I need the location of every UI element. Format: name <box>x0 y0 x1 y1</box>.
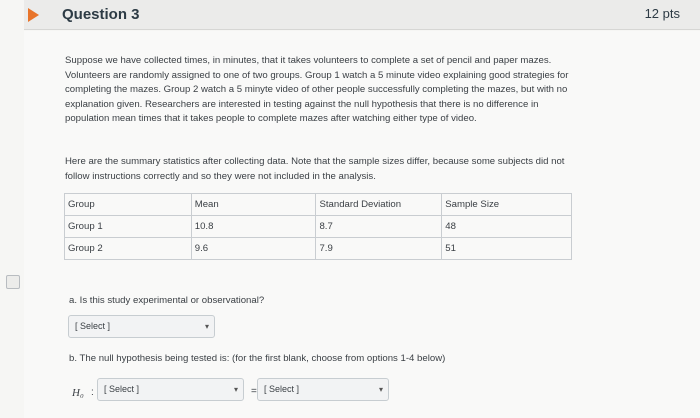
table-header-cell: Standard Deviation <box>316 194 442 216</box>
table-header-cell: Mean <box>191 194 316 216</box>
table-cell: 8.7 <box>316 216 442 238</box>
table-cell: 48 <box>442 216 572 238</box>
part-b-prompt: b. The null hypothesis being tested is: (for the first blank, choose from options 1-4 below) <box>69 353 446 364</box>
table-header-row <box>65 194 572 216</box>
chevron-down-icon: ▾ <box>378 385 383 394</box>
question-header <box>24 0 700 30</box>
table-cell: 10.8 <box>191 216 316 238</box>
table-cell: Group 1 <box>65 216 192 238</box>
question-title: Question 3 <box>62 6 140 23</box>
table-header-cell: Sample Size <box>442 194 572 216</box>
chevron-down-icon: ▾ <box>204 322 209 331</box>
flag-question-box[interactable] <box>6 275 20 289</box>
null-hypothesis-label: H₀ <box>72 387 84 399</box>
equals-sign: = <box>251 386 257 397</box>
select-value: [ Select ] <box>104 384 140 394</box>
question-points: 12 pts <box>644 6 680 21</box>
chevron-down-icon: ▾ <box>233 385 238 394</box>
triangle-right-icon <box>28 8 39 22</box>
table-cell: 7.9 <box>316 238 442 260</box>
hypothesis-value-select[interactable] <box>257 378 389 401</box>
table-cell: Group 2 <box>65 238 192 260</box>
question-body <box>24 31 700 418</box>
table-cell: 51 <box>442 238 572 260</box>
question-paragraph-1: Suppose we have collected times, in minutes, that it takes volunteers to complete a set of pencil and paper mazes. Volunteers are randomly assigned to one of two groups. Group 1 watch a 5 minute video explaining good strategies for completing the mazes. Group 2 watch a 5 minyte video of other people successfully completing the mazes, but with no explanation given. Researchers are interested in testing against the null hypothesis that there is no difference in population mean times that it takes people to complete mazes after watching either type of video. <box>65 55 569 124</box>
table-header-cell: Group <box>65 194 192 216</box>
summary-statistics-table <box>64 193 572 260</box>
table-row <box>65 238 572 260</box>
part-a-prompt: a. Is this study experimental or observational? <box>69 295 265 306</box>
hypothesis-parameter-select[interactable] <box>97 378 244 401</box>
study-type-select[interactable] <box>68 315 215 338</box>
select-value: [ Select ] <box>264 384 300 394</box>
select-value: [ Select ] <box>75 321 111 331</box>
question-paragraph-2: Here are the summary statistics after collecting data. Note that the sample sizes differ, because some subjects did not follow instructions correctly and so they were not included in the analysis. <box>65 156 565 182</box>
table-cell: 9.6 <box>191 238 316 260</box>
table-row <box>65 216 572 238</box>
colon-text: : <box>91 387 94 398</box>
